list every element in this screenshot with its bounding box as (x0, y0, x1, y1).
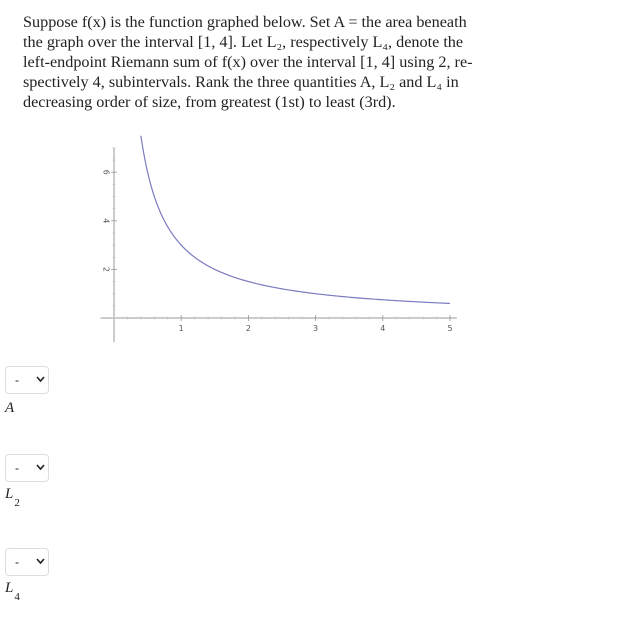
chevron-down-icon (36, 558, 45, 565)
x-tick-label: 2 (245, 324, 251, 333)
x-tick-label: 4 (380, 324, 386, 333)
y-tick-label: 2 (101, 266, 111, 272)
problem-line: left-endpoint Riemann sum of f(x) over the interval [1, 4] using 2, re- (23, 53, 473, 71)
rank-select-l2[interactable] (5, 454, 49, 482)
axes-group (101, 148, 457, 342)
chevron-down-icon (36, 376, 45, 383)
label-l4: $L_4$ (5, 580, 20, 603)
label-l2: $L_2$ (5, 486, 20, 509)
y-tick-label: 6 (101, 169, 111, 175)
selected-value: - (15, 461, 19, 475)
label-a: A (5, 400, 15, 416)
selected-value: - (15, 555, 19, 569)
problem-statement (23, 12, 543, 112)
rank-select-l4[interactable] (5, 548, 49, 576)
curve-f-of-x (141, 136, 450, 304)
problem-line: Suppose f(x) is the function graphed below. Set A = the area beneath (23, 13, 467, 31)
problem-line: spectively 4, subintervals. Rank the three quantities A, L₂ and L₄ in (23, 73, 459, 91)
problem-line: decreasing order of size, from greatest (1st) to least (3rd). (23, 93, 396, 111)
y-tick-label: 4 (101, 218, 111, 224)
function-graph (98, 128, 468, 353)
problem-line: the graph over the interval [1, 4]. Let L₂, respectively L₄, denote the (23, 33, 464, 51)
rank-select-a[interactable] (5, 366, 49, 394)
chevron-down-icon (36, 464, 45, 471)
x-tick-label: 3 (313, 324, 319, 333)
x-tick-label: 1 (178, 324, 184, 333)
x-tick-label: 5 (447, 324, 453, 333)
selected-value: - (15, 373, 19, 387)
